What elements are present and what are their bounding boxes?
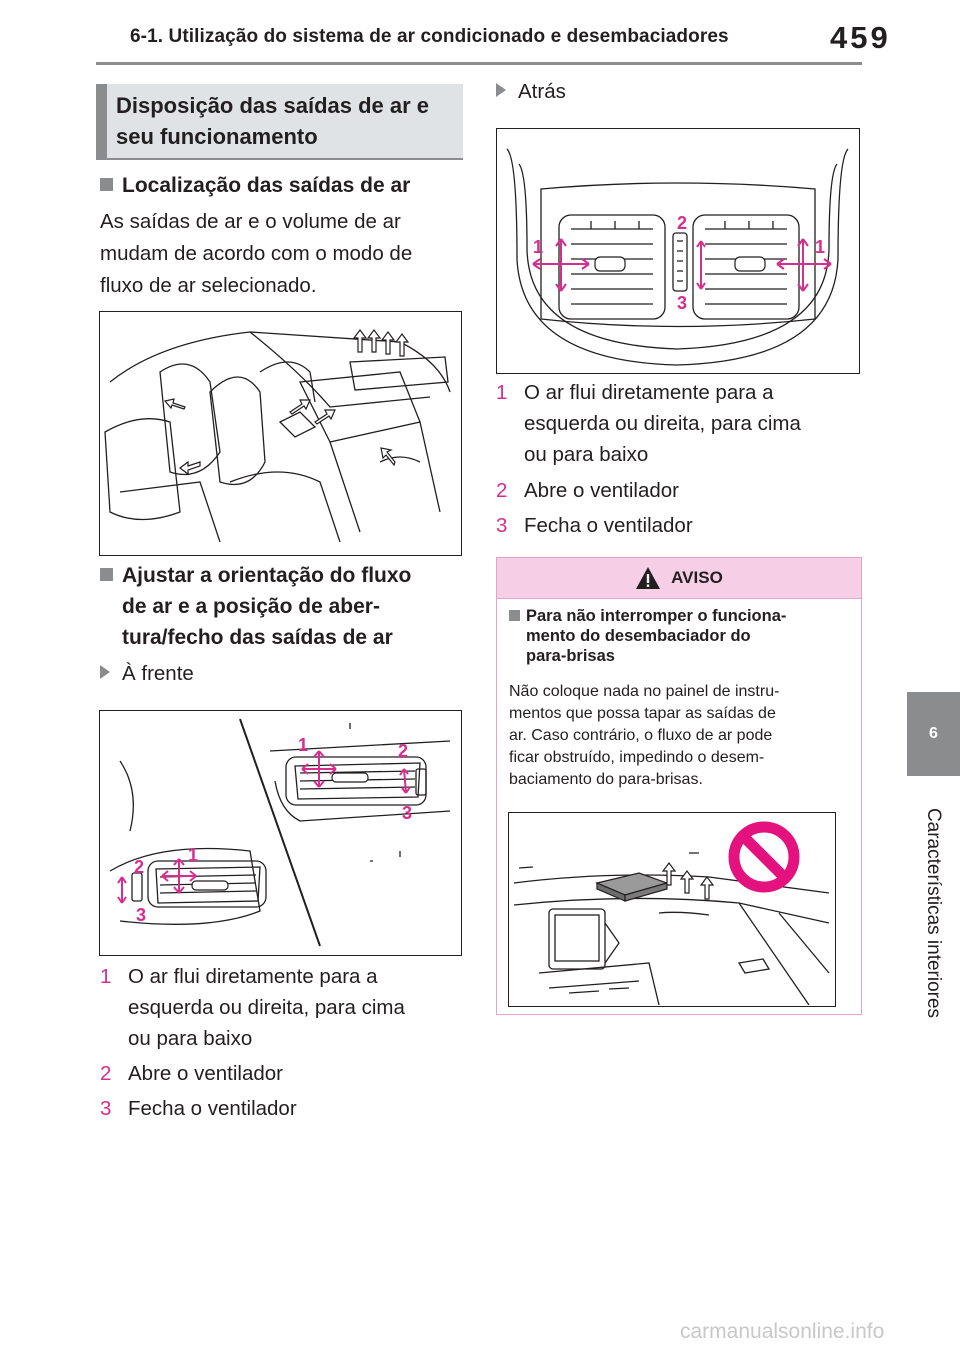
section-title: Disposição das saídas de ar e seu funcionamento: [116, 93, 430, 149]
section-title-box: [96, 84, 463, 159]
front-callout-3-left: 3: [136, 905, 147, 925]
prohibited-icon: [734, 827, 794, 887]
rear-item-3: 3 Fecha o ventilador: [496, 514, 693, 537]
front-callout-1-left: 1: [188, 845, 199, 865]
warning-label: AVISO: [671, 568, 723, 587]
warning-box: [496, 557, 862, 1015]
rear-callout-1-right: 1: [815, 237, 826, 257]
front-callout-2-right: 2: [398, 741, 409, 761]
cabin-vents-illustration: [99, 311, 462, 556]
adjust-heading: Ajustar a orientação do fluxo de ar e a posição de aber- tura/fecho das saídas de ar: [100, 560, 460, 653]
rear-label: Atrás: [496, 76, 566, 108]
front-callout-3-right: 3: [402, 803, 413, 823]
warning-header: [497, 558, 861, 599]
dashboard-obstruction-illustration: [508, 812, 836, 1007]
triangle-bullet-icon: [100, 665, 110, 679]
rear-callout-2: 2: [677, 213, 688, 233]
square-bullet-icon: [100, 568, 113, 581]
triangle-bullet-icon: [496, 83, 506, 97]
location-text: As saídas de ar e o volume de ar mudam de acordo com o modo de fluxo de ar selecionado.: [100, 210, 413, 297]
front-vents-illustration: [99, 710, 462, 956]
front-callout-2-left: 2: [134, 857, 145, 877]
rear-vents-illustration: [496, 128, 860, 374]
rear-callout-1-left: 1: [533, 237, 544, 257]
front-item-2: 2 Abre o ventilador: [100, 1062, 283, 1085]
front-callout-1-right: 1: [298, 735, 309, 755]
front-label: À frente: [100, 658, 194, 690]
watermark: carmanualsonline.info: [680, 1320, 885, 1343]
front-item-1: 1 O ar flui diretamente para a esquerda ou direita, para cima ou para baixo: [100, 965, 405, 1050]
warning-subheading: Para não interromper o funciona- mento do desembaciador do para-brisas: [509, 606, 854, 666]
location-heading: Localização das saídas de ar: [100, 170, 410, 201]
warning-triangle-icon: [635, 566, 661, 590]
rear-callout-3: 3: [677, 293, 688, 313]
chapter-tab-number: 6: [907, 692, 960, 776]
square-bullet-icon: [100, 178, 113, 191]
warning-text: Não coloque nada no painel de instru- mentos que possa tapar as saídas de ar. Caso contrário, o fluxo de ar pode ficar obstruído, impedindo o desem- baciamento do para-brisas.: [509, 683, 780, 788]
rear-item-1: 1 O ar flui diretamente para a esquerda ou direita, para cima ou para baixo: [496, 381, 801, 466]
page-number: 459: [830, 20, 891, 55]
front-item-3: 3 Fecha o ventilador: [100, 1097, 297, 1120]
rear-item-2: 2 Abre o ventilador: [496, 479, 679, 502]
chapter-header: 6-1. Utilização do sistema de ar condicionado e desembaciadores: [130, 26, 729, 47]
section-rule: [96, 158, 463, 160]
chapter-tab-label: Características interiores: [923, 807, 944, 1018]
header-rule: [96, 62, 862, 65]
square-bullet-icon: [509, 610, 520, 621]
